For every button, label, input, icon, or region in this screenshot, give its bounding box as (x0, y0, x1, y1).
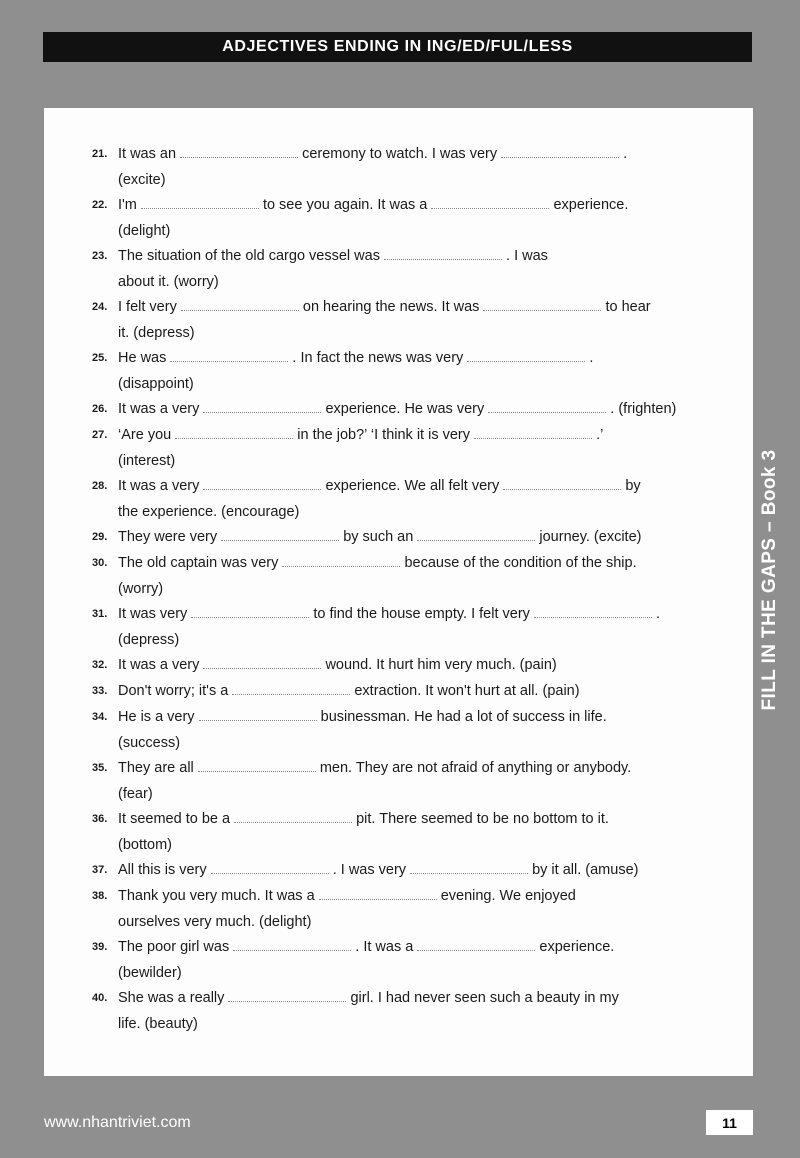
exercise-number: 21. (92, 148, 108, 160)
answer-blank[interactable] (221, 526, 339, 541)
answer-blank[interactable] (488, 398, 606, 413)
exercise-line (118, 396, 738, 422)
exercise-text: experience. He was very (325, 401, 489, 417)
exercise-text: It was a very (118, 401, 204, 417)
exercise-text: They are all (118, 760, 198, 776)
exercise-text: It was an (118, 146, 181, 162)
exercise-number: 39. (92, 941, 108, 953)
exercise-line (118, 909, 738, 935)
exercise-item (92, 345, 738, 397)
exercise-number: 22. (92, 199, 108, 211)
exercise-text: I'm (118, 197, 141, 213)
answer-blank[interactable] (181, 296, 299, 311)
answer-blank[interactable] (503, 475, 621, 490)
exercise-number: 29. (92, 531, 108, 543)
answer-blank[interactable] (384, 245, 502, 260)
exercise-line (118, 934, 738, 960)
exercise-text: ‘Are you (118, 427, 176, 443)
exercise-item (92, 550, 738, 602)
page-number: 11 (706, 1110, 753, 1135)
exercise-line (118, 218, 738, 244)
exercise-text: . In fact the news was very (292, 350, 468, 366)
exercise-number: 40. (92, 992, 108, 1004)
exercise-text: Thank you very much. It was a (118, 888, 319, 904)
exercise-text: He was (118, 350, 171, 366)
answer-blank[interactable] (211, 859, 329, 874)
exercise-line (118, 678, 738, 704)
exercise-sheet (44, 108, 753, 1076)
exercise-item (92, 473, 738, 525)
exercise-line (118, 294, 738, 320)
exercise-line (118, 883, 738, 909)
exercise-text: (bottom) (118, 837, 172, 853)
answer-blank[interactable] (232, 680, 350, 695)
exercise-line (118, 1011, 738, 1037)
exercise-text: (worry) (118, 581, 164, 597)
exercise-text: it. (depress) (118, 325, 195, 341)
exercise-line (118, 499, 738, 525)
exercise-line (118, 806, 738, 832)
exercise-number: 38. (92, 890, 108, 902)
book-side-tab: FILL IN THE GAPS – Book 3 (759, 449, 780, 711)
exercise-item (92, 294, 738, 346)
answer-blank[interactable] (199, 706, 317, 721)
exercise-text: (bewilder) (118, 965, 182, 981)
exercise-text: to find the house empty. I felt very (313, 606, 534, 622)
answer-blank[interactable] (417, 526, 535, 541)
answer-blank[interactable] (534, 603, 652, 618)
exercise-item (92, 985, 738, 1037)
exercise-text: ourselves very much. (delight) (118, 914, 312, 930)
exercise-line (118, 627, 738, 653)
answer-blank[interactable] (203, 654, 321, 669)
exercise-text: businessman. He had a lot of success in life. (320, 709, 607, 725)
answer-blank[interactable] (198, 757, 316, 772)
exercise-item (92, 857, 738, 883)
exercise-line (118, 730, 738, 756)
exercise-number: 23. (92, 250, 108, 262)
exercise-text: They were very (118, 529, 222, 545)
exercise-item (92, 601, 738, 653)
exercise-text: girl. I had never seen such a beauty in my (350, 990, 619, 1006)
exercise-line (118, 345, 738, 371)
exercise-number: 26. (92, 403, 108, 415)
answer-blank[interactable] (431, 194, 549, 209)
exercise-text: All this is very (118, 862, 211, 878)
answer-blank[interactable] (180, 143, 298, 158)
exercise-item (92, 141, 738, 193)
exercise-number: 35. (92, 762, 108, 774)
exercise-line (118, 192, 738, 218)
exercise-text: men. They are not afraid of anything or anybody. (319, 760, 632, 776)
exercise-item (92, 883, 738, 935)
exercise-text: (depress) (118, 632, 180, 648)
exercise-text: She was a really (118, 990, 229, 1006)
answer-blank[interactable] (417, 936, 535, 951)
exercise-text: because of the condition of the ship. (404, 555, 637, 571)
exercise-text: wound. It hurt him very much. (pain) (325, 657, 557, 673)
answer-blank[interactable] (203, 398, 321, 413)
answer-blank[interactable] (474, 424, 592, 439)
exercise-item (92, 652, 738, 678)
answer-blank[interactable] (170, 347, 288, 362)
exercise-text: to hear (605, 299, 651, 315)
exercise-number: 37. (92, 864, 108, 876)
exercise-text: by (625, 478, 641, 494)
exercise-text: experience. We all felt very (325, 478, 504, 494)
exercise-text: . I was (506, 248, 548, 264)
exercise-line (118, 704, 738, 730)
answer-blank[interactable] (228, 987, 346, 1002)
exercise-number: 31. (92, 608, 108, 620)
footer-website[interactable]: www.nhantriviet.com (44, 1114, 191, 1131)
answer-blank[interactable] (467, 347, 585, 362)
exercise-line (118, 524, 738, 550)
answer-blank[interactable] (203, 475, 321, 490)
exercise-text: (interest) (118, 453, 176, 469)
exercise-number: 34. (92, 711, 108, 723)
exercise-text: It was a very (118, 478, 204, 494)
exercise-line (118, 243, 738, 269)
exercise-line (118, 576, 738, 602)
exercise-text: ceremony to watch. I was very (302, 146, 502, 162)
exercise-item (92, 396, 738, 422)
exercise-text: The situation of the old cargo vessel was (118, 248, 384, 264)
exercise-text: He is a very (118, 709, 199, 725)
exercise-text: It seemed to be a (118, 811, 235, 827)
exercise-text: (delight) (118, 223, 171, 239)
exercise-line (118, 371, 738, 397)
exercise-text: journey. (excite) (539, 529, 642, 545)
exercise-item (92, 524, 738, 550)
exercise-item (92, 243, 738, 295)
answer-blank[interactable] (233, 936, 351, 951)
exercise-number: 30. (92, 557, 108, 569)
exercise-text: experience. (539, 939, 615, 955)
exercise-number: 25. (92, 352, 108, 364)
exercise-line (118, 960, 738, 986)
exercise-text: It was very (118, 606, 192, 622)
exercise-item (92, 192, 738, 244)
exercise-line (118, 422, 738, 448)
answer-blank[interactable] (483, 296, 601, 311)
exercise-line (118, 857, 738, 883)
exercise-text: evening. We enjoyed (440, 888, 576, 904)
exercise-item (92, 755, 738, 807)
exercise-item (92, 806, 738, 858)
exercise-line (118, 320, 738, 346)
exercise-text: pit. There seemed to be no bottom to it. (356, 811, 609, 827)
exercise-item (92, 422, 738, 474)
exercise-line (118, 141, 738, 167)
answer-blank[interactable] (501, 143, 619, 158)
exercise-line (118, 167, 738, 193)
exercise-line (118, 985, 738, 1011)
exercise-text: Don't worry; it's a (118, 683, 233, 699)
exercise-number: 27. (92, 429, 108, 441)
exercise-text: by it all. (amuse) (532, 862, 639, 878)
exercise-text: . It was a (355, 939, 418, 955)
answer-blank[interactable] (191, 603, 309, 618)
page-header-title: ADJECTIVES ENDING IN ING/ED/FUL/LESS (43, 32, 752, 62)
answer-blank[interactable] (234, 808, 352, 823)
exercise-text: about it. (worry) (118, 274, 219, 290)
exercise-text: . (589, 350, 594, 366)
exercise-text: . I was very (332, 862, 411, 878)
exercise-text: (excite) (118, 172, 166, 188)
exercise-item (92, 704, 738, 756)
exercise-text: The poor girl was (118, 939, 234, 955)
exercise-line (118, 269, 738, 295)
exercise-text: by such an (343, 529, 418, 545)
exercise-text: (fear) (118, 786, 153, 802)
exercise-text: on hearing the news. It was (302, 299, 484, 315)
exercise-line (118, 832, 738, 858)
answer-blank[interactable] (175, 424, 293, 439)
exercise-line (118, 601, 738, 627)
exercise-line (118, 473, 738, 499)
exercise-text: experience. (553, 197, 629, 213)
exercise-line (118, 781, 738, 807)
exercise-text: life. (beauty) (118, 1016, 198, 1032)
exercise-number: 36. (92, 813, 108, 825)
exercise-text: (disappoint) (118, 376, 194, 392)
exercise-number: 24. (92, 301, 108, 313)
exercise-text: (success) (118, 735, 181, 751)
exercise-text: The old captain was very (118, 555, 283, 571)
exercise-text: the experience. (encourage) (118, 504, 300, 520)
exercise-text: I felt very (118, 299, 181, 315)
exercise-text: . (623, 146, 628, 162)
answer-blank[interactable] (319, 885, 437, 900)
exercise-line (118, 448, 738, 474)
exercise-text: It was a very (118, 657, 204, 673)
exercise-text: extraction. It won't hurt at all. (pain) (354, 683, 580, 699)
answer-blank[interactable] (410, 859, 528, 874)
exercise-text: . (655, 606, 660, 622)
exercise-line (118, 755, 738, 781)
exercise-text: . (frighten) (610, 401, 677, 417)
exercise-line (118, 652, 738, 678)
answer-blank[interactable] (141, 194, 259, 209)
answer-blank[interactable] (282, 552, 400, 567)
exercise-text: in the job?’ ‘I think it is very (297, 427, 475, 443)
exercise-number: 33. (92, 685, 108, 697)
exercise-number: 28. (92, 480, 108, 492)
exercise-item (92, 934, 738, 986)
exercise-item (92, 678, 738, 704)
exercise-number: 32. (92, 659, 108, 671)
exercise-text: .’ (596, 427, 604, 443)
exercise-text: to see you again. It was a (262, 197, 432, 213)
exercise-line (118, 550, 738, 576)
